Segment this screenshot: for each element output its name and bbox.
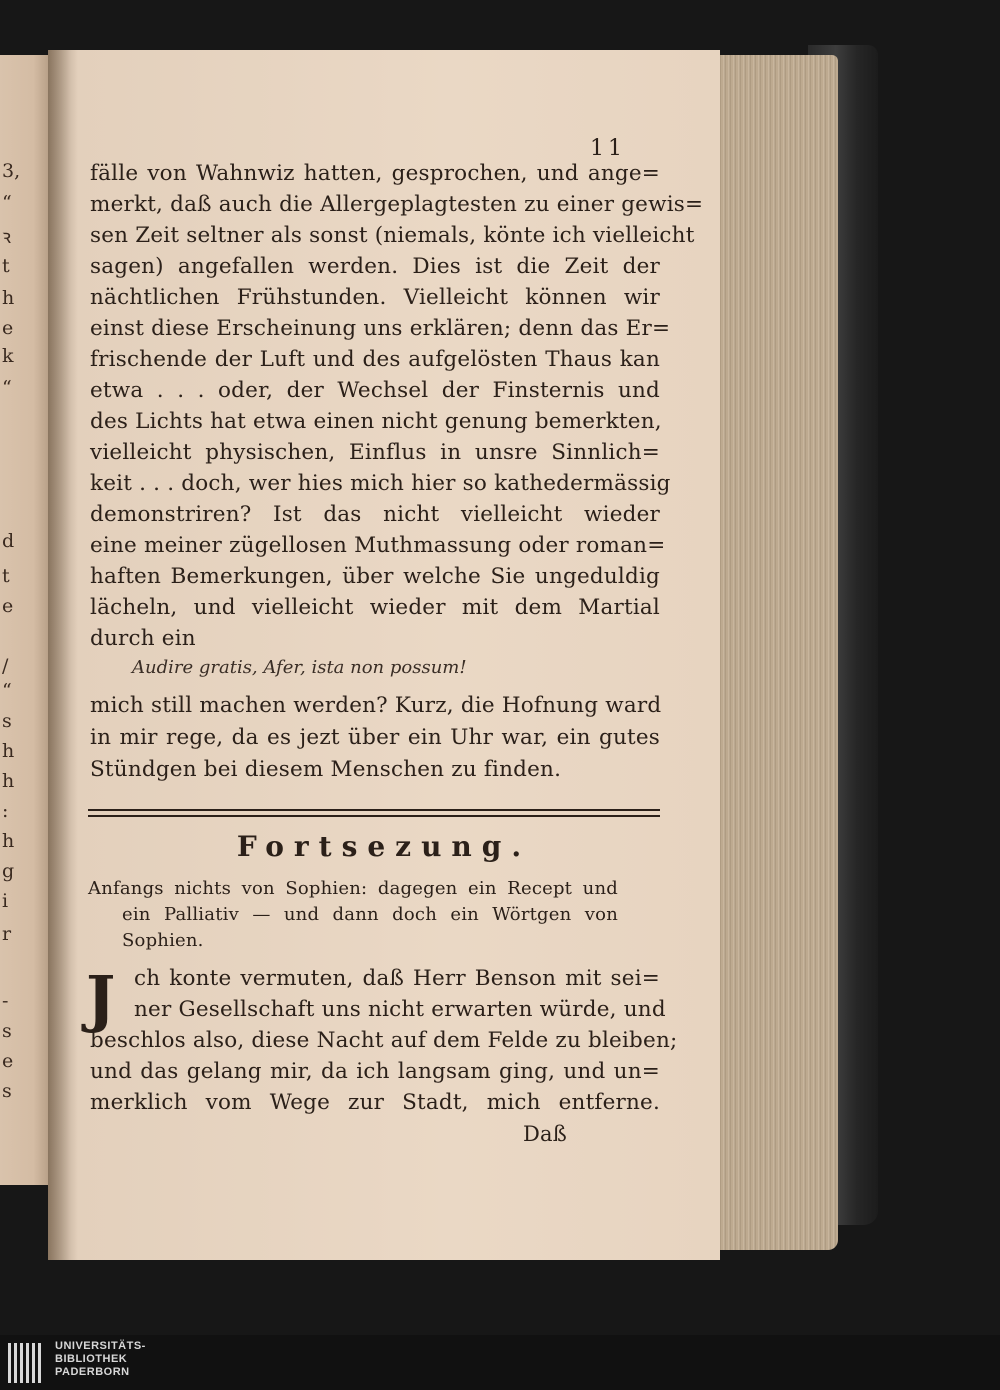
left-page-char: s	[2, 710, 12, 732]
section-heading: Fortsezung.	[236, 830, 532, 863]
text-line: sagen) angefallen werden. Dies ist die Zeit der	[90, 254, 660, 279]
catchword: Daß	[523, 1122, 567, 1146]
left-page-char: t	[2, 565, 10, 587]
text-line: lächeln, und vielleicht wieder mit dem Martial	[90, 595, 660, 620]
logo-line: BIBLIOTHEK	[55, 1353, 128, 1365]
text-line: einst diese Erscheinung uns erklären; denn das Er=	[90, 316, 671, 341]
text-line: keit . . . doch, wer hies mich hier so kathedermässig	[90, 471, 671, 496]
text-line: Stündgen bei diesem Menschen zu finden.	[90, 757, 562, 782]
section-divider	[88, 809, 660, 817]
left-page-char: e	[2, 1050, 14, 1072]
left-page-char: h	[2, 740, 15, 762]
text-line: in mir rege, da es jezt über ein Uhr war, ein gutes	[90, 725, 660, 750]
left-page-char: s	[2, 1080, 12, 1102]
left-page-char: “	[2, 377, 12, 399]
text-line: nächtlichen Frühstunden. Vielleicht können wir	[90, 285, 660, 310]
left-page-char: -	[2, 990, 9, 1012]
left-page-char: e	[2, 317, 14, 339]
left-page-char: h	[2, 287, 15, 309]
library-logo-icon	[8, 1343, 48, 1383]
left-page-char: t	[2, 255, 10, 277]
text-line: mich still machen werden? Kurz, die Hofnung ward	[90, 693, 662, 718]
text-line: merkt, daß auch die Allergeplagtesten zu einer gewis=	[90, 192, 704, 217]
left-page-char: /	[2, 655, 9, 677]
text-line: durch ein	[90, 626, 196, 651]
left-page-char: e	[2, 595, 14, 617]
left-page-char: :	[2, 800, 9, 822]
left-page-char: g	[2, 860, 15, 882]
text-line: eine meiner zügellosen Muthmassung oder roman=	[90, 533, 666, 558]
left-page-char: “	[2, 680, 12, 702]
latin-quote: Audire gratis, Afer, ista non possum!	[132, 657, 467, 678]
left-page-char: i	[2, 890, 9, 912]
text-line: fälle von Wahnwiz hatten, gesprochen, und ange=	[90, 161, 660, 186]
text-line: des Lichts hat etwa einen nicht genung bemerkten,	[90, 409, 662, 434]
book-page	[48, 50, 720, 1260]
left-page-char: d	[2, 530, 15, 552]
text-line: und das gelang mir, da ich langsam ging, und un=	[90, 1059, 660, 1084]
text-line: frischende der Luft und des aufgelösten Thaus kan	[90, 347, 660, 372]
text-line: sen Zeit seltner als sonst (niemals, könte ich vielleicht	[90, 223, 695, 248]
page-number: 11	[590, 136, 626, 161]
left-page-char: “	[2, 192, 12, 214]
left-page-char: h	[2, 830, 15, 852]
gutter-shadow	[48, 50, 78, 1260]
text-line: demonstriren? Ist das nicht vielleicht wieder	[90, 502, 660, 527]
left-page-char: s	[2, 1020, 12, 1042]
left-facing-page	[0, 55, 48, 1185]
text-line: merklich vom Wege zur Stadt, mich entferne.	[90, 1090, 660, 1115]
left-page-char: k	[2, 345, 14, 367]
summary-line: Sophien.	[122, 930, 204, 951]
text-line: ch konte vermuten, daß Herr Benson mit sei=	[134, 966, 660, 991]
footer-bar	[0, 1335, 1000, 1390]
left-page-char: ꝛ	[2, 226, 12, 248]
drop-cap: J	[86, 962, 116, 1035]
library-logo-text	[55, 1340, 146, 1379]
summary-line: Anfangs nichts von Sophien: dagegen ein Recept und	[88, 878, 618, 899]
left-page-char: 3,	[2, 160, 21, 182]
left-page-char: h	[2, 770, 15, 792]
text-line: beschlos also, diese Nacht auf dem Felde zu bleiben;	[90, 1028, 678, 1053]
logo-line: UNIVERSITÄTS-	[55, 1340, 146, 1352]
text-line: haften Bemerkungen, über welche Sie ungeduldig	[90, 564, 660, 589]
page-edges	[712, 55, 838, 1250]
text-line: vielleicht physischen, Einflus in unsre Sinnlich=	[90, 440, 660, 465]
text-line: etwa . . . oder, der Wechsel der Finsternis und	[90, 378, 660, 403]
left-page-char: r	[2, 923, 12, 945]
text-line: ner Gesellschaft uns nicht erwarten würde, und	[134, 997, 666, 1022]
logo-line: PADERBORN	[55, 1366, 130, 1378]
summary-line: ein Palliativ — und dann doch ein Wörtgen von	[122, 904, 618, 925]
